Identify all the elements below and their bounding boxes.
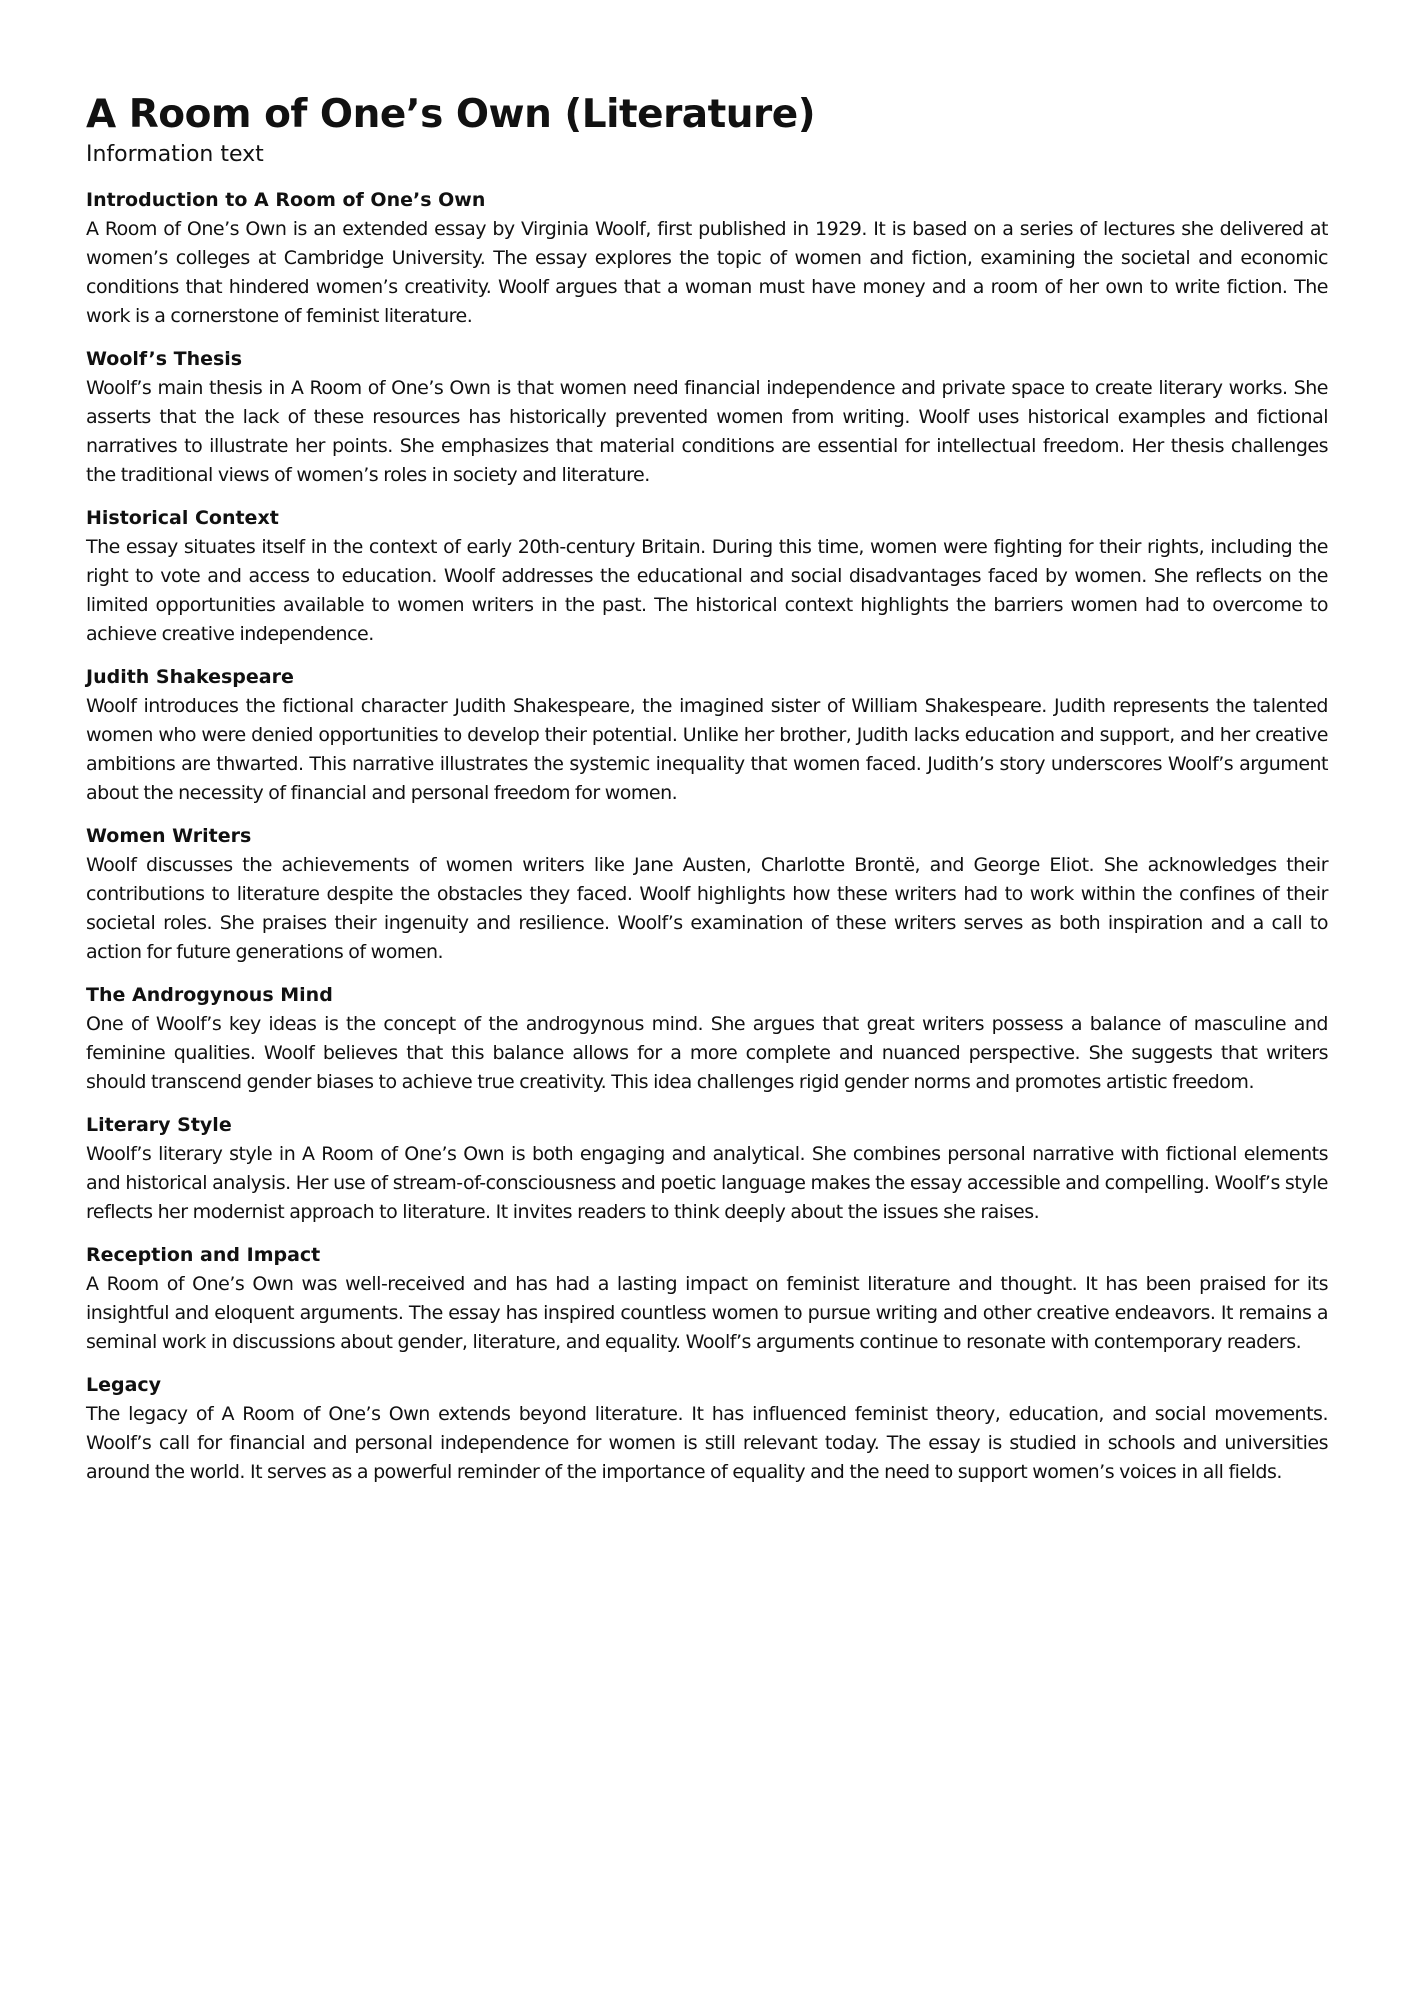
document-page bbox=[86, 90, 1328, 1501]
section-women-writers bbox=[86, 822, 1328, 967]
section-heading: Legacy bbox=[86, 1374, 162, 1396]
section-body: A Room of One’s Own was well-received and has had a lasting impact on feminist literature and thought. It has been praised for its insightful and eloquent arguments. The essay has inspired countless women to pursue writing and other creative endeavors. It remains a seminal work in discussions about gender, literature, and equality. Woolf’s arguments continue to resonate with contemporary readers. bbox=[86, 1273, 1328, 1353]
section-body: Woolf’s literary style in A Room of One’s Own is both engaging and analytical. She combines personal narrative with fictional elements and historical analysis. Her use of stream-of-consciousness and poetic language makes the essay accessible and compelling. Woolf’s style reflects her modernist approach to literature. It invites readers to think deeply about the issues she raises. bbox=[86, 1143, 1328, 1223]
section-introduction bbox=[86, 186, 1328, 331]
page-title: A Room of One’s Own (Literature) bbox=[86, 92, 816, 137]
section-heading: Reception and Impact bbox=[86, 1244, 321, 1266]
section-heading: Women Writers bbox=[86, 825, 252, 847]
page-subtitle: Information text bbox=[86, 142, 264, 167]
section-body: Woolf discusses the achievements of women writers like Jane Austen, Charlotte Brontë, and George Eliot. She acknowledges their contributions to literature despite the obstacles they faced. Woolf highlights how these writers had to work within the confines of their societal roles. She praises their ingenuity and resilience. Woolf’s examination of these writers serves as both inspiration and a call to action for future generations of women. bbox=[86, 854, 1328, 963]
section-body: The legacy of A Room of One’s Own extends beyond literature. It has influenced feminist theory, education, and social movements. Woolf’s call for financial and personal independence for women is still relevant today. The essay is studied in schools and universities around the world. It serves as a powerful reminder of the importance of equality and the need to support women’s voices in all fields. bbox=[86, 1403, 1328, 1483]
section-historical-context bbox=[86, 504, 1328, 649]
section-body: Woolf’s main thesis in A Room of One’s Own is that women need financial independence and private space to create literary works. She asserts that the lack of these resources has historically prevented women from writing. Woolf uses historical examples and fictional narratives to illustrate her points. She emphasizes that material conditions are essential for intellectual freedom. Her thesis challenges the traditional views of women’s roles in society and literature. bbox=[86, 377, 1328, 486]
section-body: One of Woolf’s key ideas is the concept of the androgynous mind. She argues that great writers possess a balance of masculine and feminine qualities. Woolf believes that this balance allows for a more complete and nuanced perspective. She suggests that writers should transcend gender biases to achieve true creativity. This idea challenges rigid gender norms and promotes artistic freedom. bbox=[86, 1013, 1328, 1093]
section-legacy bbox=[86, 1371, 1328, 1487]
section-body: Woolf introduces the fictional character Judith Shakespeare, the imagined sister of William Shakespeare. Judith represents the talented women who were denied opportunities to develop their potential. Unlike her brother, Judith lacks education and support, and her creative ambitions are thwarted. This narrative illustrates the systemic inequality that women faced. Judith’s story underscores Woolf’s argument about the necessity of financial and personal freedom for women. bbox=[86, 695, 1328, 804]
section-heading: Judith Shakespeare bbox=[86, 666, 294, 688]
section-woolfs-thesis bbox=[86, 345, 1328, 490]
section-reception-impact bbox=[86, 1241, 1328, 1357]
section-body: The essay situates itself in the context of early 20th-century Britain. During this time, women were fighting for their rights, including the right to vote and access to education. Woolf addresses the educational and social disadvantages faced by women. She reflects on the limited opportunities available to women writers in the past. The historical context highlights the barriers women had to overcome to achieve creative independence. bbox=[86, 536, 1328, 645]
section-judith-shakespeare bbox=[86, 663, 1328, 808]
section-heading: The Androgynous Mind bbox=[86, 984, 333, 1006]
section-literary-style bbox=[86, 1111, 1328, 1227]
section-heading: Historical Context bbox=[86, 507, 279, 529]
section-androgynous-mind bbox=[86, 981, 1328, 1097]
section-heading: Woolf’s Thesis bbox=[86, 348, 243, 370]
section-heading: Literary Style bbox=[86, 1114, 232, 1136]
section-body: A Room of One’s Own is an extended essay by Virginia Woolf, first published in 1929. It is based on a series of lectures she delivered at women’s colleges at Cambridge University. The essay explores the topic of women and fiction, examining the societal and economic conditions that hindered women’s creativity. Woolf argues that a woman must have money and a room of her own to write fiction. The work is a cornerstone of feminist literature. bbox=[86, 218, 1328, 327]
section-heading: Introduction to A Room of One’s Own bbox=[86, 189, 486, 211]
